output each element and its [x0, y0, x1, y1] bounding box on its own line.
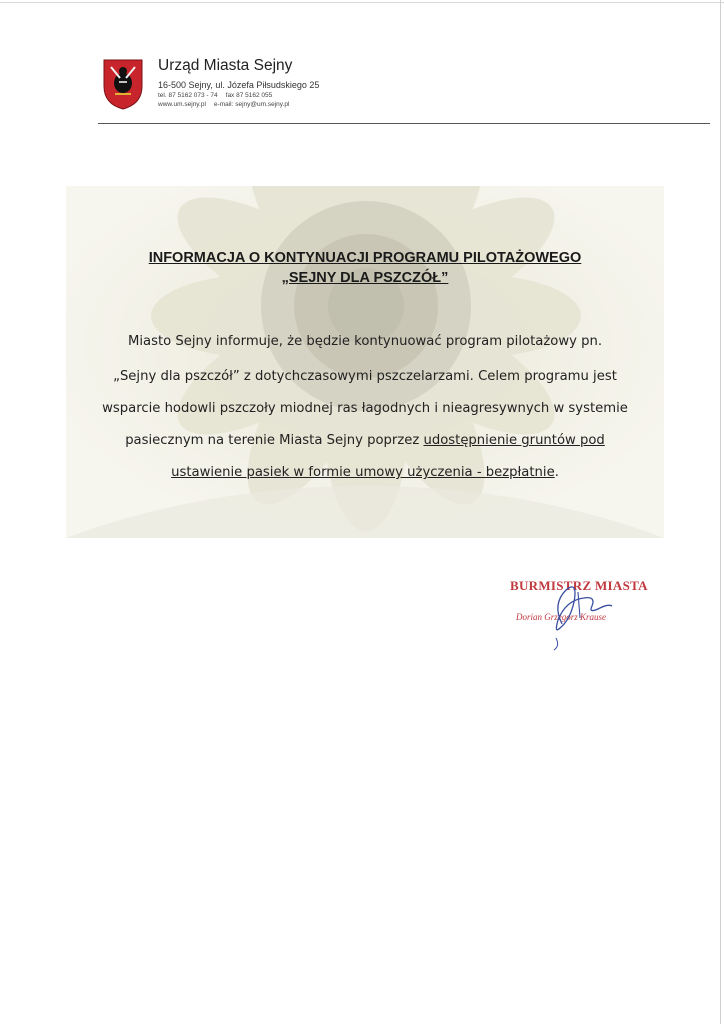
body-line-5: [70, 465, 660, 480]
body-line-4: [70, 433, 660, 448]
sejny-coat-of-arms-icon: [102, 58, 144, 110]
org-phone-fax: [158, 91, 319, 100]
body-line-5-end: .: [554, 465, 559, 480]
body-line-4-text: pasiecznym na terenie Miasta Sejny poprzez: [125, 433, 424, 448]
org-address: 16-500 Sejny, ul. Józefa Piłsudskiego 25: [158, 80, 320, 90]
org-name: Urząd Miasta Sejny: [158, 57, 293, 74]
org-phone: tel. 87 5162 073 - 74: [158, 92, 218, 99]
scan-top-edge: [0, 2, 724, 3]
document-title-line2: „SEJNY DLA PSZCZÓŁ”: [281, 270, 449, 286]
org-website[interactable]: www.um.sejny.pl: [158, 101, 206, 108]
mayor-stamp: [500, 572, 650, 652]
body-line-3: wsparcie hodowli pszczoły miodnej ras łagodnych i nieagresywnych w systemie: [102, 401, 628, 416]
document-content: [70, 248, 660, 480]
stamp-title: BURMISTRZ MIASTA: [510, 578, 648, 593]
body-line-1: Miasto Sejny informuje, że będzie kontynuować program pilotażowy pn.: [127, 334, 603, 349]
org-web-email: [158, 100, 319, 109]
org-info: [158, 56, 319, 109]
header-divider: [98, 123, 710, 124]
stamp-name: Dorian Grzegorz Krause: [516, 612, 607, 622]
scan-right-edge: [720, 0, 721, 1024]
document-title-line1: INFORMACJA O KONTYNUACJI PROGRAMU PILOTAŻOWEGO: [148, 250, 582, 266]
letterhead: [98, 56, 710, 122]
sunflower-background-image: [66, 186, 664, 538]
org-fax: fax 87 5162 055: [225, 92, 273, 99]
body-line-4-emphasis: udostępnienie gruntów pod: [423, 433, 605, 448]
body-line-2: „Sejny dla pszczół” z dotychczasowymi pszczelarzami. Celem programu jest: [113, 369, 617, 384]
org-email[interactable]: e-mail: sejny@um.sejny.pl: [213, 101, 290, 108]
body-line-5-emphasis: ustawienie pasiek w formie umowy użyczenia - bezpłatnie: [171, 465, 555, 480]
handwritten-signature: [500, 572, 650, 652]
